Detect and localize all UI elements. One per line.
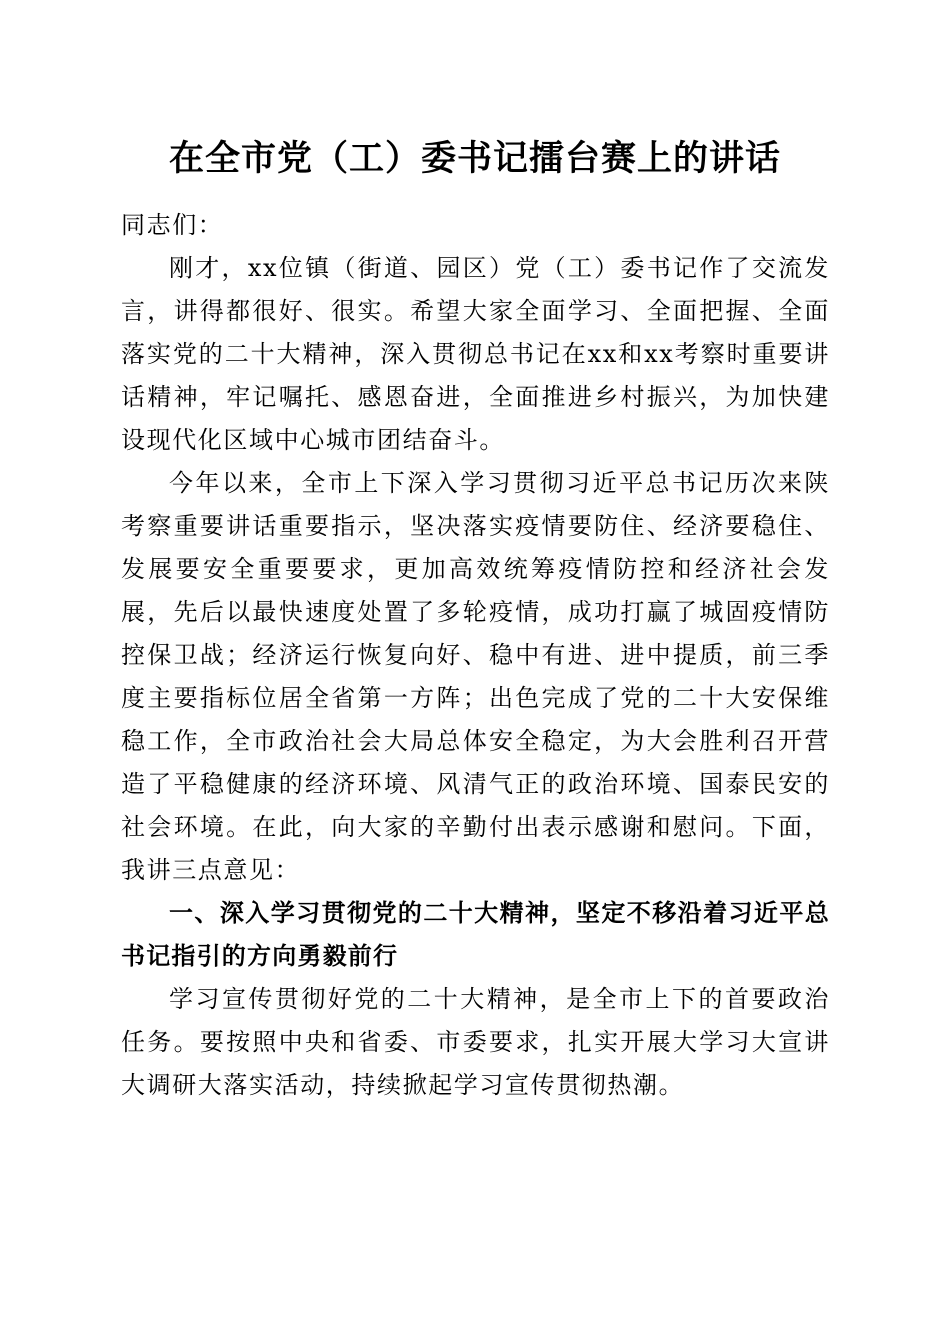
document-title: 在全市党（工）委书记擂台赛上的讲话 [168,138,781,179]
paragraph-section-one: 学习宣传贯彻好党的二十大精神，是全市上下的首要政治任务。要按照中央和省委、市委要求，扎实开展大学习大宣讲大调研大落实活动，持续掀起学习宣传贯彻热潮。 [121,985,830,1099]
salutation: 同志们： [121,211,224,239]
document-body [121,204,830,1107]
section-heading-one: 一、深入学习贯彻党的二十大精神，坚定不移沿着习近平总书记指引的方向勇毅前行 [121,899,830,970]
paragraph-opening: 刚才，xx位镇（街道、园区）党（工）委书记作了交流发言，讲得都很好、很实。希望大家全面学习、全面把握、全面落实党的二十大精神，深入贯彻总书记在xx和xx考察时重要讲话精神，牢记嘱托、感恩奋进，全面推进乡村振兴，为加快建设现代化区域中心城市团结奋斗。 [121,254,830,454]
paragraph-review: 今年以来，全市上下深入学习贯彻习近平总书记历次来陕考察重要讲话重要指示，坚决落实疫情要防住、经济要稳住、发展要安全重要要求，更加高效统筹疫情防控和经济社会发展，先后以最快速度处置了多轮疫情，成功打赢了城固疫情防控保卫战；经济运行恢复向好、稳中有进、进中提质，前三季度主要指标位居全省第一方阵；出色完成了党的二十大安保维稳工作，全市政治社会大局总体安全稳定，为大会胜利召开营造了平稳健康的经济环境、风清气正的政治环境、国泰民安的社会环境。在此，向大家的辛勤付出表示感谢和慰问。下面，我讲三点意见： [121,469,830,884]
